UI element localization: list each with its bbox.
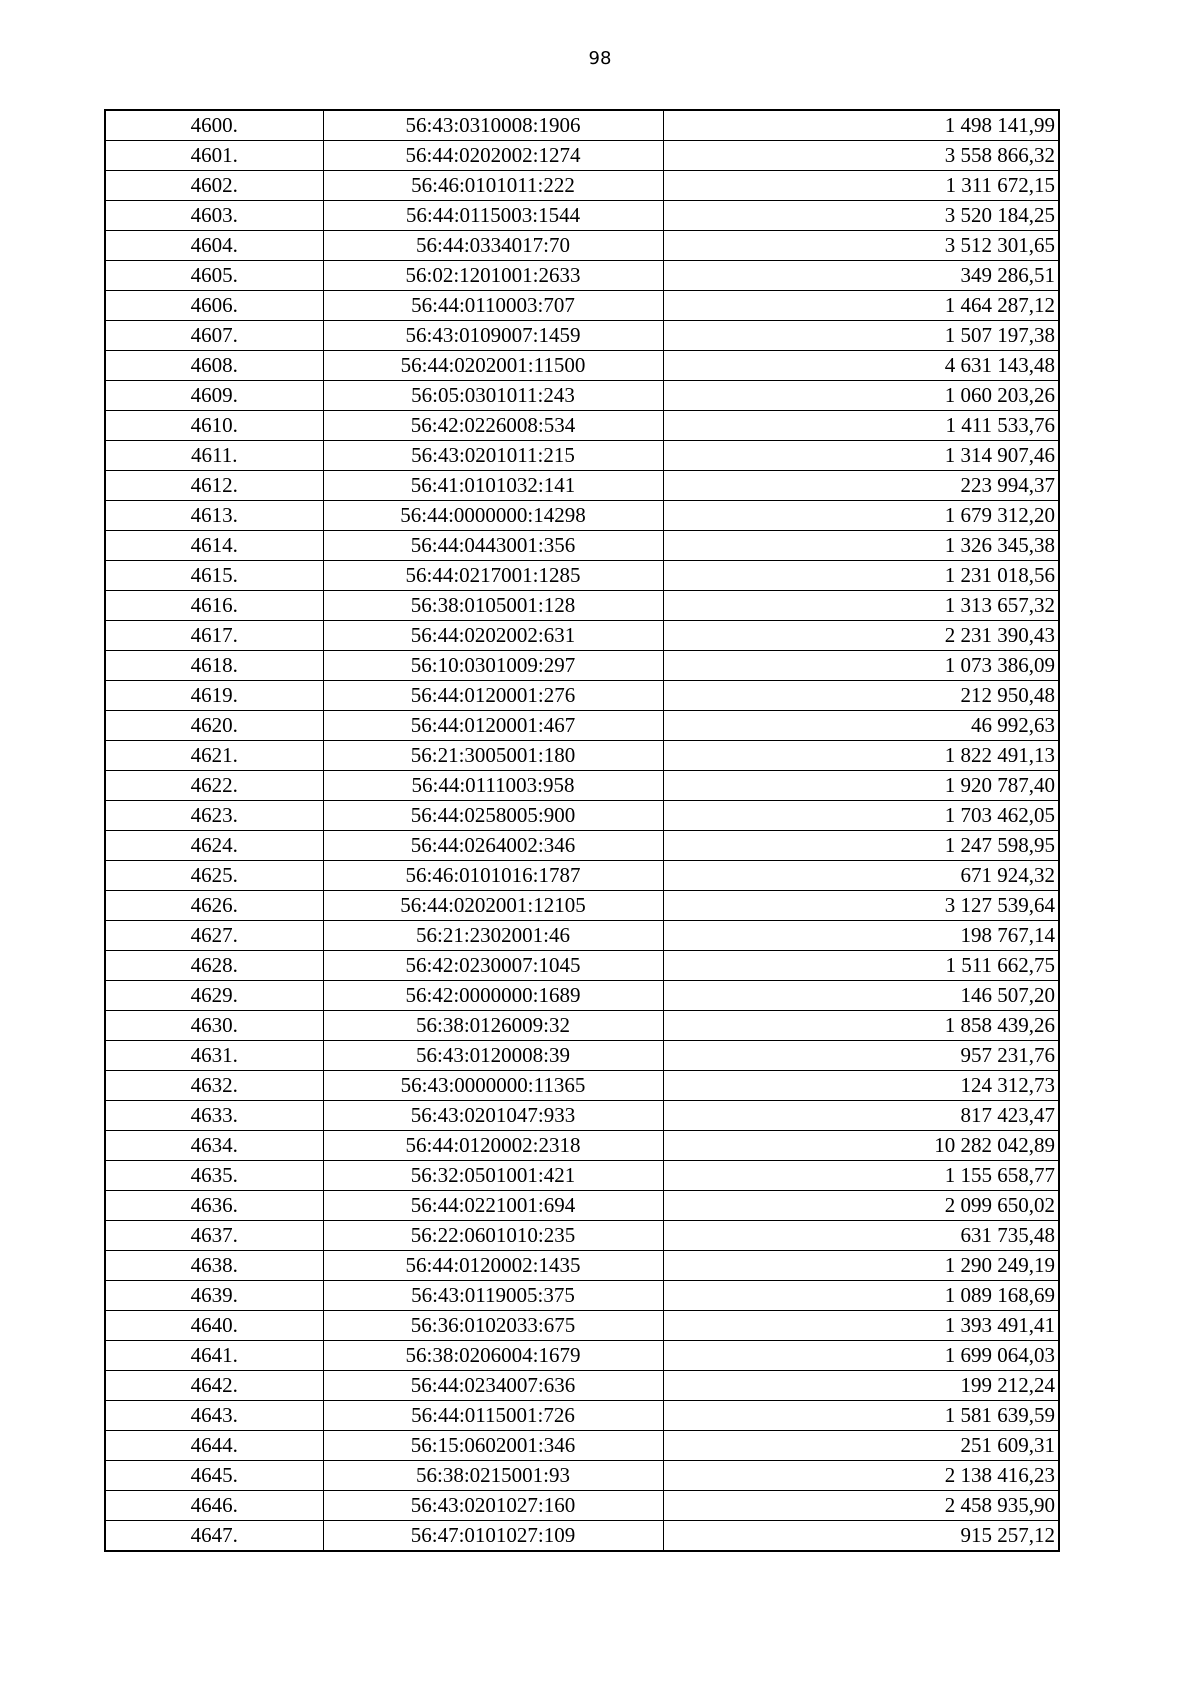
table-body bbox=[105, 110, 1059, 1551]
cadastral-value-cell: 1 581 639,59 bbox=[663, 1401, 1059, 1431]
table-row bbox=[105, 1101, 1059, 1131]
table-row bbox=[105, 441, 1059, 471]
cadastral-number-cell: 56:47:0101027:109 bbox=[323, 1521, 663, 1552]
row-number-cell: 4620. bbox=[105, 711, 323, 741]
cadastral-number-cell: 56:41:0101032:141 bbox=[323, 471, 663, 501]
cadastral-value-cell: 198 767,14 bbox=[663, 921, 1059, 951]
row-number-cell: 4613. bbox=[105, 501, 323, 531]
cadastral-number-cell: 56:21:3005001:180 bbox=[323, 741, 663, 771]
table-row bbox=[105, 1071, 1059, 1101]
table-row bbox=[105, 1191, 1059, 1221]
cadastral-value-cell: 1 703 462,05 bbox=[663, 801, 1059, 831]
cadastral-number-cell: 56:43:0000000:11365 bbox=[323, 1071, 663, 1101]
row-number-cell: 4641. bbox=[105, 1341, 323, 1371]
row-number-cell: 4607. bbox=[105, 321, 323, 351]
table-row bbox=[105, 1161, 1059, 1191]
table-row bbox=[105, 771, 1059, 801]
table-row bbox=[105, 201, 1059, 231]
cadastral-value-cell: 3 558 866,32 bbox=[663, 141, 1059, 171]
cadastral-value-cell: 1 679 312,20 bbox=[663, 501, 1059, 531]
cadastral-number-cell: 56:44:0115001:726 bbox=[323, 1401, 663, 1431]
row-number-cell: 4605. bbox=[105, 261, 323, 291]
cadastral-value-cell: 3 512 301,65 bbox=[663, 231, 1059, 261]
table-row bbox=[105, 1341, 1059, 1371]
row-number-cell: 4609. bbox=[105, 381, 323, 411]
row-number-cell: 4647. bbox=[105, 1521, 323, 1552]
table-row bbox=[105, 351, 1059, 381]
cadastral-number-cell: 56:44:0120002:2318 bbox=[323, 1131, 663, 1161]
row-number-cell: 4636. bbox=[105, 1191, 323, 1221]
cadastral-number-cell: 56:44:0000000:14298 bbox=[323, 501, 663, 531]
cadastral-number-cell: 56:43:0109007:1459 bbox=[323, 321, 663, 351]
cadastral-number-cell: 56:15:0602001:346 bbox=[323, 1431, 663, 1461]
table-row bbox=[105, 1041, 1059, 1071]
cadastral-number-cell: 56:44:0120001:467 bbox=[323, 711, 663, 741]
row-number-cell: 4643. bbox=[105, 1401, 323, 1431]
table-row bbox=[105, 1461, 1059, 1491]
row-number-cell: 4610. bbox=[105, 411, 323, 441]
cadastral-value-cell: 1 498 141,99 bbox=[663, 110, 1059, 141]
row-number-cell: 4639. bbox=[105, 1281, 323, 1311]
cadastral-number-cell: 56:43:0201011:215 bbox=[323, 441, 663, 471]
cadastral-number-cell: 56:44:0120002:1435 bbox=[323, 1251, 663, 1281]
page-number: 98 bbox=[588, 48, 612, 69]
row-number-cell: 4601. bbox=[105, 141, 323, 171]
cadastral-value-cell: 4 631 143,48 bbox=[663, 351, 1059, 381]
cadastral-number-cell: 56:38:0105001:128 bbox=[323, 591, 663, 621]
cadastral-number-cell: 56:43:0201027:160 bbox=[323, 1491, 663, 1521]
table-row bbox=[105, 591, 1059, 621]
table-row bbox=[105, 621, 1059, 651]
row-number-cell: 4603. bbox=[105, 201, 323, 231]
cadastral-value-cell: 1 313 657,32 bbox=[663, 591, 1059, 621]
row-number-cell: 4629. bbox=[105, 981, 323, 1011]
cadastral-value-cell: 915 257,12 bbox=[663, 1521, 1059, 1552]
table-row bbox=[105, 110, 1059, 141]
cadastral-number-cell: 56:44:0202002:631 bbox=[323, 621, 663, 651]
cadastral-number-cell: 56:44:0115003:1544 bbox=[323, 201, 663, 231]
table-row bbox=[105, 681, 1059, 711]
row-number-cell: 4621. bbox=[105, 741, 323, 771]
cadastral-number-cell: 56:10:0301009:297 bbox=[323, 651, 663, 681]
row-number-cell: 4612. bbox=[105, 471, 323, 501]
row-number-cell: 4606. bbox=[105, 291, 323, 321]
cadastral-value-cell: 46 992,63 bbox=[663, 711, 1059, 741]
table-row bbox=[105, 1311, 1059, 1341]
cadastral-number-cell: 56:05:0301011:243 bbox=[323, 381, 663, 411]
cadastral-number-cell: 56:44:0234007:636 bbox=[323, 1371, 663, 1401]
cadastral-value-cell: 1 089 168,69 bbox=[663, 1281, 1059, 1311]
table-row bbox=[105, 1281, 1059, 1311]
cadastral-number-cell: 56:42:0000000:1689 bbox=[323, 981, 663, 1011]
cadastral-number-cell: 56:43:0120008:39 bbox=[323, 1041, 663, 1071]
table-row bbox=[105, 531, 1059, 561]
cadastral-value-cell: 1 920 787,40 bbox=[663, 771, 1059, 801]
cadastral-number-cell: 56:46:0101011:222 bbox=[323, 171, 663, 201]
cadastral-value-cell: 1 507 197,38 bbox=[663, 321, 1059, 351]
cadastral-number-cell: 56:44:0258005:900 bbox=[323, 801, 663, 831]
table-row bbox=[105, 951, 1059, 981]
row-number-cell: 4631. bbox=[105, 1041, 323, 1071]
row-number-cell: 4611. bbox=[105, 441, 323, 471]
cadastral-value-cell: 1 822 491,13 bbox=[663, 741, 1059, 771]
cadastral-number-cell: 56:38:0126009:32 bbox=[323, 1011, 663, 1041]
cadastral-value-cell: 1 155 658,77 bbox=[663, 1161, 1059, 1191]
cadastral-number-cell: 56:22:0601010:235 bbox=[323, 1221, 663, 1251]
cadastral-number-cell: 56:38:0206004:1679 bbox=[323, 1341, 663, 1371]
cadastral-number-cell: 56:42:0226008:534 bbox=[323, 411, 663, 441]
row-number-cell: 4646. bbox=[105, 1491, 323, 1521]
row-number-cell: 4604. bbox=[105, 231, 323, 261]
cadastral-number-cell: 56:44:0120001:276 bbox=[323, 681, 663, 711]
table-row bbox=[105, 891, 1059, 921]
row-number-cell: 4619. bbox=[105, 681, 323, 711]
cadastral-value-cell: 1 464 287,12 bbox=[663, 291, 1059, 321]
cadastral-value-cell: 1 699 064,03 bbox=[663, 1341, 1059, 1371]
table-row bbox=[105, 1131, 1059, 1161]
row-number-cell: 4645. bbox=[105, 1461, 323, 1491]
table-row bbox=[105, 171, 1059, 201]
row-number-cell: 4632. bbox=[105, 1071, 323, 1101]
cadastral-value-cell: 1 247 598,95 bbox=[663, 831, 1059, 861]
cadastral-value-cell: 10 282 042,89 bbox=[663, 1131, 1059, 1161]
table-row bbox=[105, 861, 1059, 891]
cadastral-number-cell: 56:43:0119005:375 bbox=[323, 1281, 663, 1311]
row-number-cell: 4616. bbox=[105, 591, 323, 621]
cadastral-number-cell: 56:02:1201001:2633 bbox=[323, 261, 663, 291]
table-row bbox=[105, 1251, 1059, 1281]
row-number-cell: 4617. bbox=[105, 621, 323, 651]
row-number-cell: 4624. bbox=[105, 831, 323, 861]
cadastral-value-cell: 671 924,32 bbox=[663, 861, 1059, 891]
row-number-cell: 4637. bbox=[105, 1221, 323, 1251]
table-row bbox=[105, 981, 1059, 1011]
cadastral-value-cell: 1 311 672,15 bbox=[663, 171, 1059, 201]
table-row bbox=[105, 651, 1059, 681]
table-row bbox=[105, 261, 1059, 291]
row-number-cell: 4644. bbox=[105, 1431, 323, 1461]
cadastral-value-table bbox=[104, 109, 1060, 1552]
cadastral-value-cell: 124 312,73 bbox=[663, 1071, 1059, 1101]
table-row bbox=[105, 1011, 1059, 1041]
cadastral-value-cell: 199 212,24 bbox=[663, 1371, 1059, 1401]
cadastral-number-cell: 56:38:0215001:93 bbox=[323, 1461, 663, 1491]
table-row bbox=[105, 291, 1059, 321]
cadastral-number-cell: 56:44:0202001:11500 bbox=[323, 351, 663, 381]
cadastral-value-cell: 1 858 439,26 bbox=[663, 1011, 1059, 1041]
cadastral-number-cell: 56:44:0264002:346 bbox=[323, 831, 663, 861]
cadastral-value-cell: 1 290 249,19 bbox=[663, 1251, 1059, 1281]
cadastral-number-cell: 56:21:2302001:46 bbox=[323, 921, 663, 951]
cadastral-number-cell: 56:44:0202001:12105 bbox=[323, 891, 663, 921]
cadastral-value-cell: 2 231 390,43 bbox=[663, 621, 1059, 651]
cadastral-value-cell: 251 609,31 bbox=[663, 1431, 1059, 1461]
cadastral-value-cell: 212 950,48 bbox=[663, 681, 1059, 711]
table-row bbox=[105, 231, 1059, 261]
table-row bbox=[105, 711, 1059, 741]
table-row bbox=[105, 411, 1059, 441]
cadastral-number-cell: 56:43:0201047:933 bbox=[323, 1101, 663, 1131]
row-number-cell: 4635. bbox=[105, 1161, 323, 1191]
cadastral-value-cell: 1 060 203,26 bbox=[663, 381, 1059, 411]
cadastral-value-cell: 1 314 907,46 bbox=[663, 441, 1059, 471]
row-number-cell: 4600. bbox=[105, 110, 323, 141]
table-row bbox=[105, 1221, 1059, 1251]
row-number-cell: 4625. bbox=[105, 861, 323, 891]
cadastral-value-cell: 957 231,76 bbox=[663, 1041, 1059, 1071]
cadastral-value-cell: 1 393 491,41 bbox=[663, 1311, 1059, 1341]
row-number-cell: 4627. bbox=[105, 921, 323, 951]
table-row bbox=[105, 741, 1059, 771]
table-row bbox=[105, 321, 1059, 351]
cadastral-number-cell: 56:44:0443001:356 bbox=[323, 531, 663, 561]
cadastral-number-cell: 56:44:0334017:70 bbox=[323, 231, 663, 261]
cadastral-number-cell: 56:44:0110003:707 bbox=[323, 291, 663, 321]
table-row bbox=[105, 1521, 1059, 1552]
cadastral-value-cell: 146 507,20 bbox=[663, 981, 1059, 1011]
cadastral-value-cell: 223 994,37 bbox=[663, 471, 1059, 501]
table-row bbox=[105, 381, 1059, 411]
row-number-cell: 4622. bbox=[105, 771, 323, 801]
row-number-cell: 4615. bbox=[105, 561, 323, 591]
row-number-cell: 4602. bbox=[105, 171, 323, 201]
row-number-cell: 4638. bbox=[105, 1251, 323, 1281]
cadastral-value-cell: 2 458 935,90 bbox=[663, 1491, 1059, 1521]
row-number-cell: 4630. bbox=[105, 1011, 323, 1041]
cadastral-number-cell: 56:44:0217001:1285 bbox=[323, 561, 663, 591]
cadastral-value-cell: 349 286,51 bbox=[663, 261, 1059, 291]
table-row bbox=[105, 1431, 1059, 1461]
row-number-cell: 4626. bbox=[105, 891, 323, 921]
table-row bbox=[105, 471, 1059, 501]
row-number-cell: 4618. bbox=[105, 651, 323, 681]
cadastral-value-cell: 3 520 184,25 bbox=[663, 201, 1059, 231]
table-row bbox=[105, 501, 1059, 531]
table-row bbox=[105, 1371, 1059, 1401]
row-number-cell: 4614. bbox=[105, 531, 323, 561]
cadastral-value-cell: 631 735,48 bbox=[663, 1221, 1059, 1251]
row-number-cell: 4642. bbox=[105, 1371, 323, 1401]
cadastral-number-cell: 56:42:0230007:1045 bbox=[323, 951, 663, 981]
table-row bbox=[105, 831, 1059, 861]
row-number-cell: 4628. bbox=[105, 951, 323, 981]
table-row bbox=[105, 921, 1059, 951]
cadastral-value-cell: 817 423,47 bbox=[663, 1101, 1059, 1131]
row-number-cell: 4608. bbox=[105, 351, 323, 381]
row-number-cell: 4633. bbox=[105, 1101, 323, 1131]
table-row bbox=[105, 141, 1059, 171]
cadastral-number-cell: 56:32:0501001:421 bbox=[323, 1161, 663, 1191]
row-number-cell: 4640. bbox=[105, 1311, 323, 1341]
cadastral-number-cell: 56:44:0111003:958 bbox=[323, 771, 663, 801]
table-row bbox=[105, 1401, 1059, 1431]
cadastral-value-cell: 1 073 386,09 bbox=[663, 651, 1059, 681]
cadastral-value-cell: 1 511 662,75 bbox=[663, 951, 1059, 981]
cadastral-value-cell: 2 099 650,02 bbox=[663, 1191, 1059, 1221]
row-number-cell: 4634. bbox=[105, 1131, 323, 1161]
table-row bbox=[105, 801, 1059, 831]
row-number-cell: 4623. bbox=[105, 801, 323, 831]
cadastral-number-cell: 56:44:0202002:1274 bbox=[323, 141, 663, 171]
cadastral-value-cell: 2 138 416,23 bbox=[663, 1461, 1059, 1491]
cadastral-value-cell: 1 231 018,56 bbox=[663, 561, 1059, 591]
cadastral-number-cell: 56:43:0310008:1906 bbox=[323, 110, 663, 141]
cadastral-value-cell: 1 411 533,76 bbox=[663, 411, 1059, 441]
table-row bbox=[105, 1491, 1059, 1521]
cadastral-number-cell: 56:36:0102033:675 bbox=[323, 1311, 663, 1341]
cadastral-number-cell: 56:46:0101016:1787 bbox=[323, 861, 663, 891]
cadastral-value-cell: 3 127 539,64 bbox=[663, 891, 1059, 921]
cadastral-number-cell: 56:44:0221001:694 bbox=[323, 1191, 663, 1221]
table-row bbox=[105, 561, 1059, 591]
cadastral-value-cell: 1 326 345,38 bbox=[663, 531, 1059, 561]
